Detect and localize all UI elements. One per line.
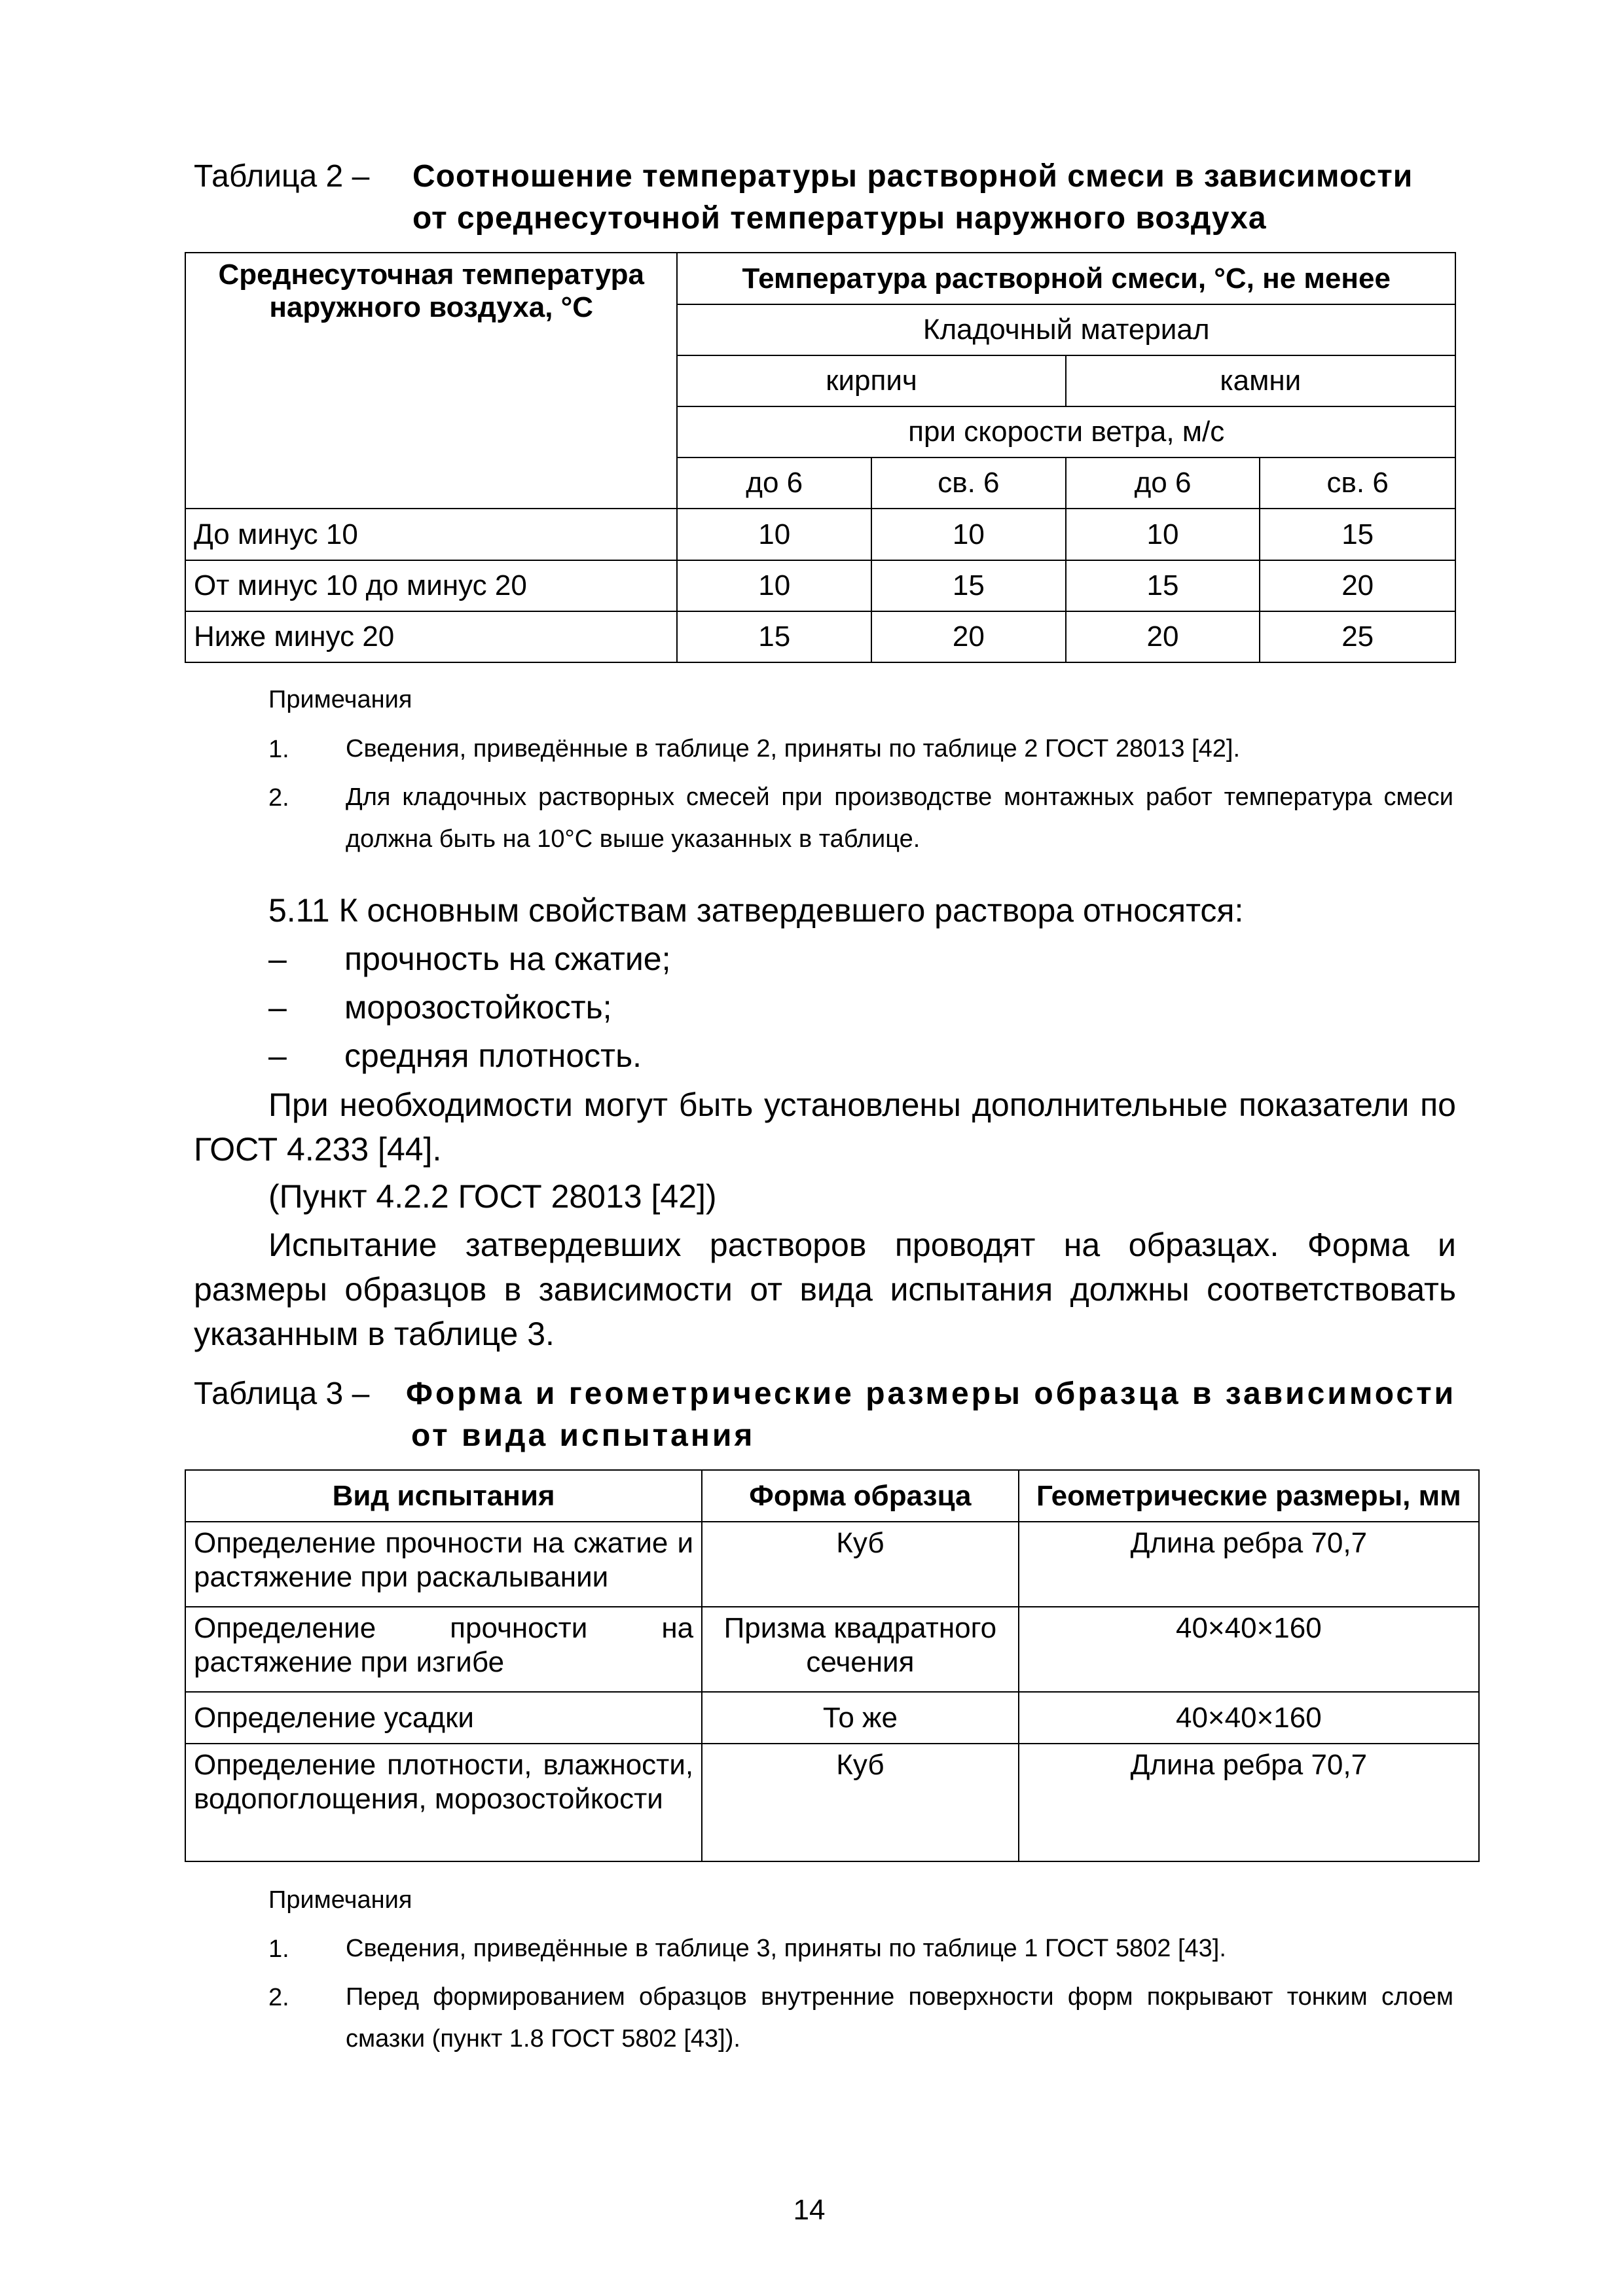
section-intro: 5.11 К основным свойствам затвердевшего раствора относятся: — [268, 892, 1244, 929]
table2-cell: 15 — [677, 611, 871, 662]
notes2-item-number: 1. — [268, 736, 289, 763]
table2-header-stone: камни — [1066, 355, 1455, 406]
table3 — [185, 1469, 1480, 1862]
table2-header-wind-speed: при скорости ветра, м/с — [677, 406, 1455, 457]
table-row — [185, 1692, 1479, 1744]
table3-cell-shape: Призма квадратного сечения — [702, 1607, 1019, 1692]
table3-cell-size: 40×40×160 — [1019, 1607, 1479, 1692]
paragraph-reference: (Пункт 4.2.2 ГОСТ 28013 [42]) — [268, 1178, 717, 1215]
table3-cell-test: Определение прочности на сжатие и растяжение при раскалывании — [185, 1522, 702, 1607]
paragraph-testing: Испытание затвердевших растворов проводят на образцах. Форма и размеры образцов в зависимости от вида испытания должны соответствовать указанным в таблице 3. — [194, 1227, 1456, 1352]
table2-caption-title-line2: от среднесуточной температуры наружного воздуха — [412, 201, 1267, 236]
table2-cell: 15 — [1260, 509, 1455, 560]
table3-caption-prefix: Таблица 3 – — [194, 1376, 370, 1411]
table2-caption-prefix: Таблица 2 – — [194, 159, 370, 194]
table3-cell-shape: То же — [702, 1692, 1019, 1744]
table2-header-brick: кирпич — [677, 355, 1065, 406]
table-row — [185, 611, 1455, 662]
notes2-item-number: 2. — [268, 784, 289, 812]
notes3-item-text: Перед формированием образцов внутренние поверхности форм покрывают тонким слоем смазки (пункт 1.8 ГОСТ 5802 [43]). — [346, 1983, 1453, 2053]
table2-cell: 10 — [677, 560, 871, 611]
table3-cell-test: Определение усадки — [185, 1692, 702, 1744]
bullet-dash: – — [268, 989, 287, 1026]
table3-cell-shape: Куб — [702, 1744, 1019, 1861]
table2-cell: 20 — [1260, 560, 1455, 611]
table2-row-label: До минус 10 — [185, 509, 677, 560]
table2-cell: 20 — [1066, 611, 1260, 662]
table3-cell-size: Длина ребра 70,7 — [1019, 1522, 1479, 1607]
bullet-dash: – — [268, 941, 287, 977]
notes3-item-text: Сведения, приведённые в таблице 3, приняты по таблице 1 ГОСТ 5802 [43]. — [346, 1935, 1226, 1962]
table-row — [185, 509, 1455, 560]
table2-wind-col: св. 6 — [1260, 457, 1455, 509]
table2-row-label: От минус 10 до минус 20 — [185, 560, 677, 611]
table3-header-size: Геометрические размеры, мм — [1019, 1470, 1479, 1522]
paragraph-additional-indicators: При необходимости могут быть установлены дополнительные показатели по ГОСТ 4.233 [44]. — [194, 1086, 1456, 1168]
notes3-heading: Примечания — [268, 1886, 412, 1914]
table2-cell: 15 — [1066, 560, 1260, 611]
bullet-dash: – — [268, 1037, 287, 1074]
table2-cell: 25 — [1260, 611, 1455, 662]
table2-wind-col: св. 6 — [871, 457, 1066, 509]
table2-cell: 10 — [677, 509, 871, 560]
table2 — [185, 252, 1456, 663]
table2-cell: 10 — [871, 509, 1066, 560]
bullet-item: средняя плотность. — [344, 1037, 642, 1074]
notes3-item-number: 1. — [268, 1935, 289, 1963]
table-row — [185, 560, 1455, 611]
notes3-item-number: 2. — [268, 1984, 289, 2011]
table3-cell-size: Длина ребра 70,7 — [1019, 1744, 1479, 1861]
table3-cell-test: Определение прочности на растяжение при изгибе — [185, 1607, 702, 1692]
table2-row-label: Ниже минус 20 — [185, 611, 677, 662]
table3-caption-title-line1: Форма и геометрические размеры образца в зависимости — [406, 1376, 1457, 1411]
table-row — [185, 1607, 1479, 1692]
bullet-item: морозостойкость; — [344, 989, 612, 1026]
table2-cell: 15 — [871, 560, 1066, 611]
table2-cell: 20 — [871, 611, 1066, 662]
table-row — [185, 1522, 1479, 1607]
table-row — [185, 1744, 1479, 1861]
table3-cell-test: Определение плотности, влажности, водопоглощения, морозостойкости — [185, 1744, 702, 1861]
table3-cell-size: 40×40×160 — [1019, 1692, 1479, 1744]
table3-header-shape: Форма образца — [702, 1470, 1019, 1522]
notes2-heading: Примечания — [268, 686, 412, 713]
table2-header-mix-temp: Температура растворной смеси, °С, не менее — [677, 253, 1455, 304]
table2-caption-title-line1: Соотношение температуры растворной смеси в зависимости — [412, 159, 1413, 194]
table3-header-test: Вид испытания — [185, 1470, 702, 1522]
bullet-item: прочность на сжатие; — [344, 941, 671, 977]
table3-caption-title-line2: от вида испытания — [411, 1418, 756, 1453]
table2-header-outdoor-temp: Среднесуточная температура наружного воздуха, °С — [185, 253, 677, 509]
notes2-item-text: Для кладочных растворных смесей при производстве монтажных работ температура смеси должна быть на 10°С выше указанных в таблице. — [346, 783, 1453, 853]
table2-header-material: Кладочный материал — [677, 304, 1455, 355]
table2-wind-col: до 6 — [1066, 457, 1260, 509]
table2-wind-col: до 6 — [677, 457, 871, 509]
table2-cell: 10 — [1066, 509, 1260, 560]
page-number: 14 — [793, 2194, 826, 2226]
notes2-item-text: Сведения, приведённые в таблице 2, приняты по таблице 2 ГОСТ 28013 [42]. — [346, 735, 1241, 762]
table3-cell-shape: Куб — [702, 1522, 1019, 1607]
